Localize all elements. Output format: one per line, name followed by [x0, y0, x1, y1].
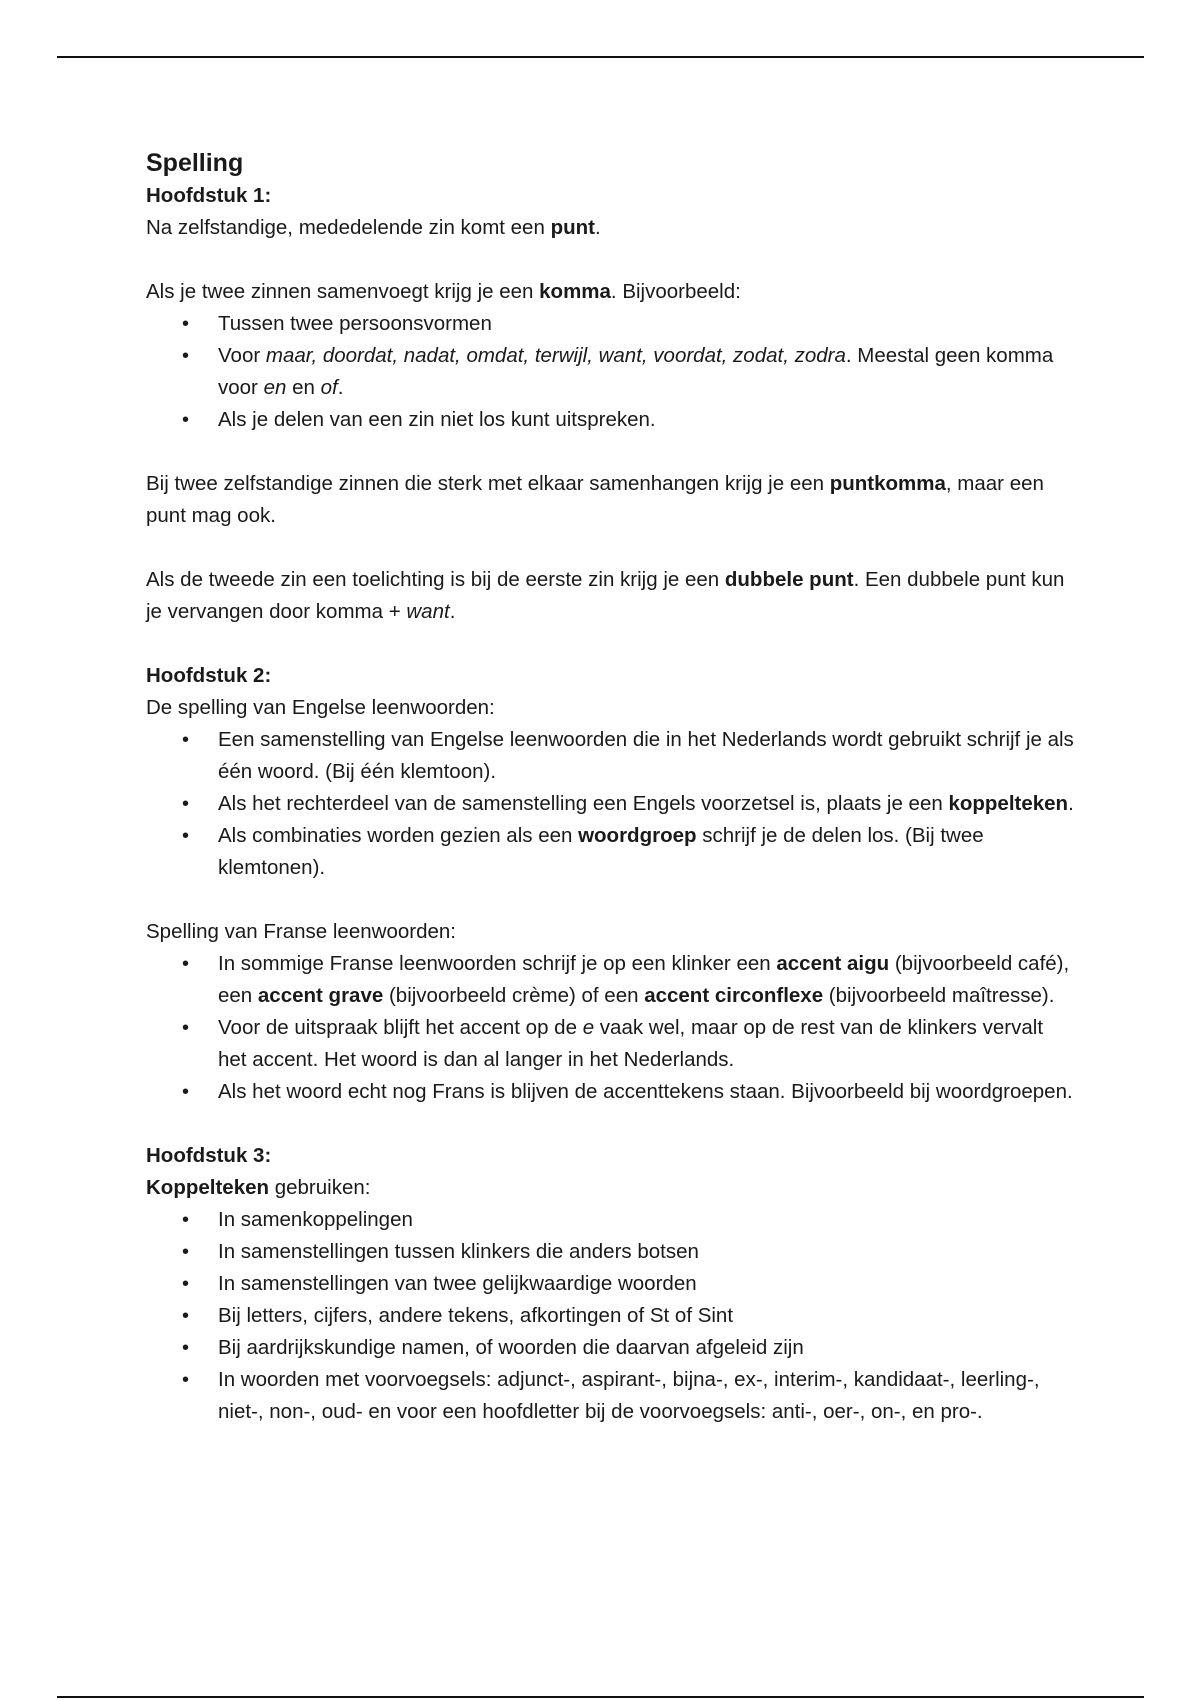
top-rule [57, 56, 1144, 58]
list-item: • Als combinaties worden gezien als een woordgroep schrijf je de delen los. (Bij twee klemtonen). [146, 820, 1076, 884]
chapter-3-heading: Hoofdstuk 3: [146, 1144, 272, 1167]
list-item: • Tussen twee persoonsvormen [146, 308, 1076, 340]
list-item: • Voor maar, doordat, nadat, omdat, terwijl, want, voordat, zodat, zodra. Meestal geen komma voor en en of. [146, 340, 1076, 404]
list-item: • Bij aardrijkskundige namen, of woorden die daarvan afgeleid zijn [146, 1332, 1076, 1364]
list-item: • In samenkoppelingen [146, 1204, 1076, 1236]
paragraph-dubbele-punt: Als de tweede zin een toelichting is bij de eerste zin krijg je een dubbele punt. Een dubbele punt kun je vervangen door komma + want. [146, 568, 1065, 623]
list-item: • In samenstellingen van twee gelijkwaardige woorden [146, 1268, 1076, 1300]
list-item: • In woorden met voorvoegsels: adjunct-, aspirant-, bijna-, ex-, interim-, kandidaat-, leerling-, niet-, non-, oud- en voor een hoofdletter bij de voorvoegsels: anti-, oer-, on-, en pro-. [146, 1364, 1076, 1428]
chapter-1-heading: Hoofdstuk 1: [146, 184, 272, 207]
bottom-rule [57, 1696, 1144, 1698]
engelse-leenwoorden-intro: De spelling van Engelse leenwoorden: [146, 696, 495, 719]
koppelteken-intro: Koppelteken gebruiken: [146, 1176, 371, 1199]
document-body [146, 146, 1076, 1428]
paragraph-punt: Na zelfstandige, mededelende zin komt een punt. [146, 216, 601, 239]
list-item: • Als het woord echt nog Frans is blijven de accenttekens staan. Bijvoorbeeld bij woordgroepen. [146, 1076, 1076, 1108]
franse-leenwoorden-intro: Spelling van Franse leenwoorden: [146, 920, 456, 943]
list-item: • Voor de uitspraak blijft het accent op de e vaak wel, maar op de rest van de klinkers vervalt het accent. Het woord is dan al langer in het Nederlands. [146, 1012, 1076, 1076]
franse-leenwoorden-list [146, 948, 1076, 1108]
koppelteken-list [146, 1204, 1076, 1428]
list-item: • Als je delen van een zin niet los kunt uitspreken. [146, 404, 1076, 436]
list-item: • Een samenstelling van Engelse leenwoorden die in het Nederlands wordt gebruikt schrijf je als één woord. (Bij één klemtoon). [146, 724, 1076, 788]
paragraph-komma: Als je twee zinnen samenvoegt krijg je een komma. Bijvoorbeeld: [146, 280, 741, 303]
page-title: Spelling [146, 149, 244, 177]
komma-list [146, 308, 1076, 436]
list-item: • In sommige Franse leenwoorden schrijf je op een klinker een accent aigu (bijvoorbeeld café), een accent grave (bijvoorbeeld crème) of een accent circonflexe (bijvoorbeeld maîtresse). [146, 948, 1076, 1012]
list-item: • Als het rechterdeel van de samenstelling een Engels voorzetsel is, plaats je een koppelteken. [146, 788, 1076, 820]
list-item: • Bij letters, cijfers, andere tekens, afkortingen of St of Sint [146, 1300, 1076, 1332]
paragraph-puntkomma: Bij twee zelfstandige zinnen die sterk met elkaar samenhangen krijg je een puntkomma, maar een punt mag ook. [146, 472, 1044, 527]
engelse-leenwoorden-list [146, 724, 1076, 884]
list-item: • In samenstellingen tussen klinkers die anders botsen [146, 1236, 1076, 1268]
chapter-2-heading: Hoofdstuk 2: [146, 664, 272, 687]
